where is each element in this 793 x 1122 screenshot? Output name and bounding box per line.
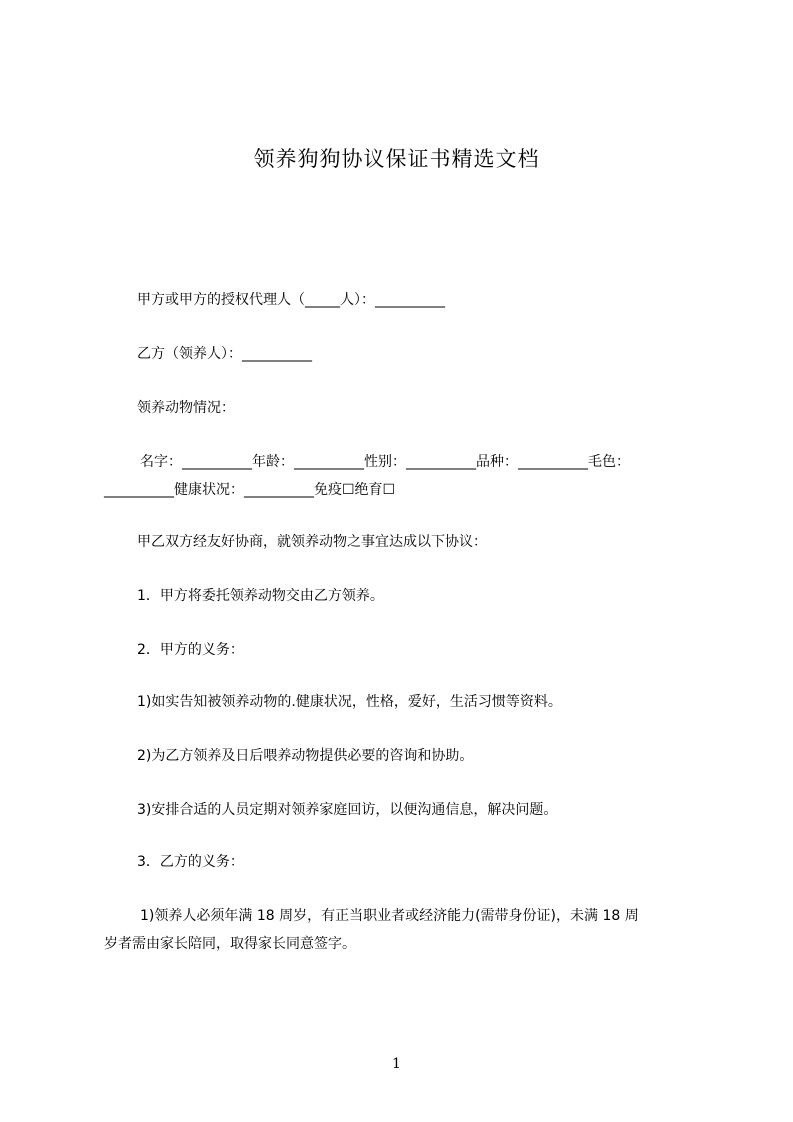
clause-3-item-1: 1)领养人必须年满 18 周岁，有正当职业者或经济能力(需带身份证)，未满 18 周 bbox=[140, 908, 639, 924]
clause-3-item-1-cont: 岁者需由家长陪同，取得家长同意签字。 bbox=[104, 936, 356, 952]
animal-info-fields-2: __________健康状况：__________免疫☐绝育☐ bbox=[104, 482, 396, 498]
clause-3-heading: 3．乙方的义务： bbox=[137, 854, 244, 870]
party-a-line: 甲方或甲方的授权代理人（_____人）：__________ bbox=[137, 292, 445, 308]
agreement-intro: 甲乙双方经友好协商，就领养动物之事宜达成以下协议： bbox=[137, 534, 487, 550]
animal-info-fields-1: 名字：__________年龄：__________性别：__________品种：__________毛色： bbox=[140, 454, 630, 470]
clause-2-heading: 2．甲方的义务： bbox=[137, 642, 244, 658]
animal-info-heading: 领养动物情况： bbox=[137, 400, 235, 416]
clause-2-item-2: 2)为乙方领养及日后喂养动物提供必要的咨询和协助。 bbox=[137, 748, 474, 764]
party-b-line: 乙方（领养人）：__________ bbox=[137, 346, 312, 362]
clause-1: 1．甲方将委托领养动物交由乙方领养。 bbox=[137, 588, 384, 604]
clause-2-item-3: 3)安排合适的人员定期对领养家庭回访，以便沟通信息，解决问题。 bbox=[137, 802, 558, 818]
clause-2-item-1: 1)如实告知被领养动物的.健康状况，性格，爱好，生活习惯等资料。 bbox=[137, 694, 562, 710]
document-title: 领养狗狗协议保证书精选文档 bbox=[253, 147, 540, 171]
page-number: 1 bbox=[392, 1056, 401, 1072]
